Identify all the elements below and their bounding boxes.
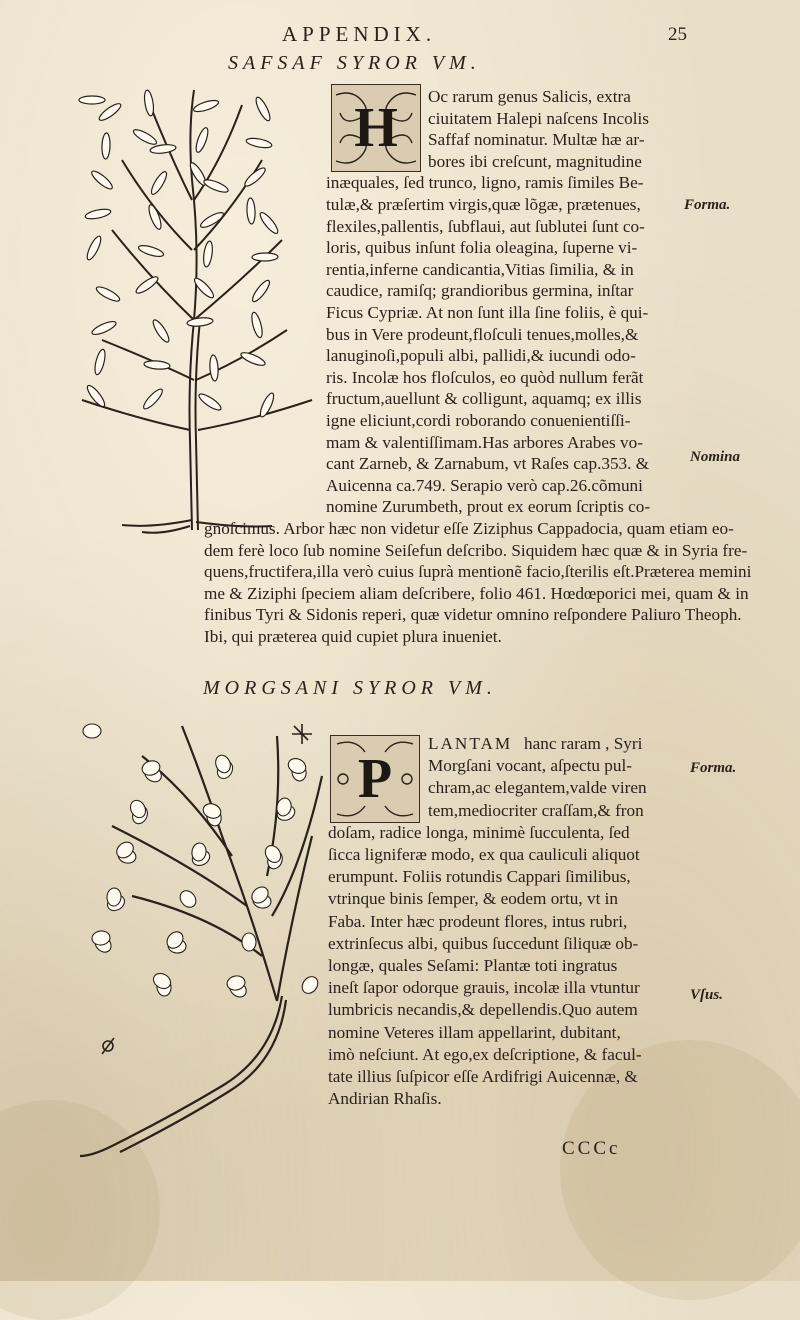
running-head: APPENDIX.	[282, 22, 437, 46]
leaf	[243, 165, 268, 188]
text-line: cant Zarneb, & Zarnabum, vt Raſes cap.353. &	[326, 454, 650, 474]
text-line: extrinſecus albi, quibus ſuccedunt ſiliquæ ob-	[328, 933, 639, 953]
leaf	[79, 96, 105, 104]
text-line: tate illius ſuſpicor eſſe Ardifrigi Auicennæ, &	[328, 1067, 638, 1086]
first-word: LANTAM	[428, 734, 513, 753]
leaf	[242, 933, 256, 951]
leaf	[197, 391, 223, 412]
text-line: Ficus Cypriæ. At non ſunt illa ſine foliis, è qui-	[326, 303, 649, 322]
margin-note-usus: Vſus.	[690, 987, 723, 1003]
leaf	[150, 143, 177, 154]
leaf	[192, 98, 219, 114]
leaf	[89, 169, 114, 192]
text-line: ineſt ſapor odorque grauis, incolæ illa vtuntur	[328, 978, 640, 998]
leaf	[254, 96, 273, 123]
leaf	[141, 387, 165, 411]
text-line: gnoſcimus. Arbor hæc non videtur eſſe Ziziphus Cappadocia, quam etiam eo-	[204, 519, 734, 538]
leaf	[239, 350, 266, 368]
text-line: bus in Vere prodeunt,floſculi tenues,molles,&	[326, 324, 639, 344]
leaf	[83, 724, 101, 738]
text-line: nomine Veteres illam appellarint, dubitant,	[328, 1022, 621, 1042]
leaf	[149, 170, 169, 196]
leaf	[84, 207, 111, 220]
leaf	[245, 137, 272, 150]
text-line: lumbricis necandis,& depellendis.Quo autem	[328, 1000, 638, 1020]
text-line: ris. Incolæ hos floſculos, eo quòd nullum ferãt	[326, 367, 644, 387]
leaf	[187, 317, 214, 328]
leaf	[250, 278, 272, 304]
leaf	[252, 253, 278, 261]
leaf	[299, 974, 321, 997]
leaf	[102, 133, 111, 159]
text-line: vtrinque binis ſemper, & eodem ortu, vt in	[328, 889, 619, 909]
text-line: Auicenna ca.749. Serapio verò cap.26.cõmuni	[326, 475, 643, 495]
text-line: tulæ,& præſertim virgis,quæ lõgæ, prætenues,	[326, 195, 641, 214]
leaf	[85, 235, 104, 262]
leaf	[151, 318, 172, 344]
text-line: Faba. Inter hæc prodeunt flores, intus rubri,	[328, 911, 628, 931]
signature-mark: CCCc	[562, 1138, 621, 1159]
text-line: Oc rarum genus Salicis, extra	[428, 87, 631, 106]
text-line: hanc raram , Syri	[524, 734, 643, 753]
text-line: caudice, ramiſq; grandioribus germina, inſtar	[326, 281, 634, 301]
text-line: mam & valentiſſimam.Has arbores Arabes vo-	[326, 432, 643, 452]
text-line: Ibi, qui præterea quid cupiet plura inueniet.	[204, 627, 502, 646]
leaf	[90, 319, 117, 337]
page-number: 25	[668, 24, 687, 45]
leaf	[202, 177, 229, 194]
text-line: ſicca ligniferæ modo, ex qua cauliculi aliquot	[328, 845, 640, 864]
leaf	[209, 355, 219, 381]
text-line: dem ferè loco ſub nomine Seiſefun deſcribo. Siquidem hæc quæ & in Syria fre-	[204, 540, 748, 560]
text-line: bores ibi creſcunt, magnitudine	[428, 151, 642, 171]
text-line: doſam, radice longa, minimè ſucculenta, ſed	[328, 822, 630, 842]
leaf	[95, 284, 122, 303]
willow-tree-woodcut	[72, 80, 322, 535]
text-line: erumpunt. Foliis rotundis Cappari ſimilibus,	[328, 867, 631, 887]
page-header	[0, 22, 800, 52]
morgsani-plant-woodcut	[72, 716, 332, 1161]
ornamental-initial-p	[330, 735, 420, 823]
leaf	[246, 198, 255, 224]
text-line: me & Ziziphi ſpeciem aliam deſcribere, folio 461. Hœdœporici mei, quam & in	[204, 583, 749, 603]
initial-letter: P	[357, 748, 393, 810]
leaf	[134, 274, 160, 295]
leaf	[132, 127, 159, 147]
margin-note-forma: Forma.	[684, 197, 731, 213]
text-line: quens,fructifera,illa verò cuius ſuprà mentionẽ facio,ſterilis eſt.Præterea memini	[204, 562, 752, 582]
leaf	[194, 126, 210, 153]
text-line: imò neſciunt. At ego,ex deſcriptione, & facul-	[328, 1044, 642, 1064]
text-line: chram,ac elegantem,valde viren	[428, 778, 647, 798]
margin-note-forma: Forma.	[690, 760, 737, 776]
leaf	[97, 101, 123, 123]
initial-letter: H	[354, 97, 398, 159]
text-line: inæquales, ſed trunco, ligno, ramis ſimiles Be-	[326, 173, 644, 193]
text-line: tem,mediocriter craſſam,& fron	[428, 800, 644, 820]
text-line: loris, quibus inſunt folia oleagina, ſuperne vi-	[326, 238, 638, 258]
text-line: rentia,inferne candicantia,Vitias ſimilia, & in	[326, 259, 634, 279]
text-line: lanuginoſi,populi albi, pallidi,& iucundi odo-	[326, 346, 636, 366]
leaf	[143, 90, 155, 117]
leaf	[144, 360, 171, 370]
leaf	[250, 311, 264, 338]
text-line: Saffaf nominatur. Multæ hæ ar-	[428, 130, 645, 150]
leaf	[137, 243, 164, 258]
section-title-morgsani: MORGSANI SYROR VM.	[203, 677, 497, 699]
text-line: Morgſani vocant, aſpectu pul-	[428, 756, 632, 776]
text-line: nomine Zurumbeth, prout ex eorum ſcriptis co-	[326, 497, 651, 517]
section-title-safsaf: SAFSAF SYROR VM.	[228, 52, 481, 74]
leaf	[177, 888, 199, 911]
text-line: flexiles,pallentis, ſubflaui, aut ſublutei ſunt co-	[326, 216, 645, 236]
text-line: Andirian Rhaſis.	[328, 1089, 442, 1109]
text-line: longæ, quales Seſami: Plantæ toti ingratus	[328, 956, 618, 975]
text-line: ciuitatem Halepi naſcens Incolis	[428, 108, 649, 128]
leaf	[258, 210, 281, 235]
leaf	[93, 348, 107, 375]
ornamental-initial-h	[331, 84, 421, 172]
text-line: igne eliciunt,cordi roborando conuenientiſſi-	[326, 411, 631, 430]
margin-note-nomina: Nomina	[690, 449, 741, 465]
leaf	[202, 241, 214, 268]
text-line: finibus Tyri & Sidonis reperi, quæ videtur omnino reſpondere Paliuro Theoph.	[204, 605, 742, 625]
text-line: fructum,auellunt & colligunt, aquamq; ex illis	[326, 389, 642, 409]
